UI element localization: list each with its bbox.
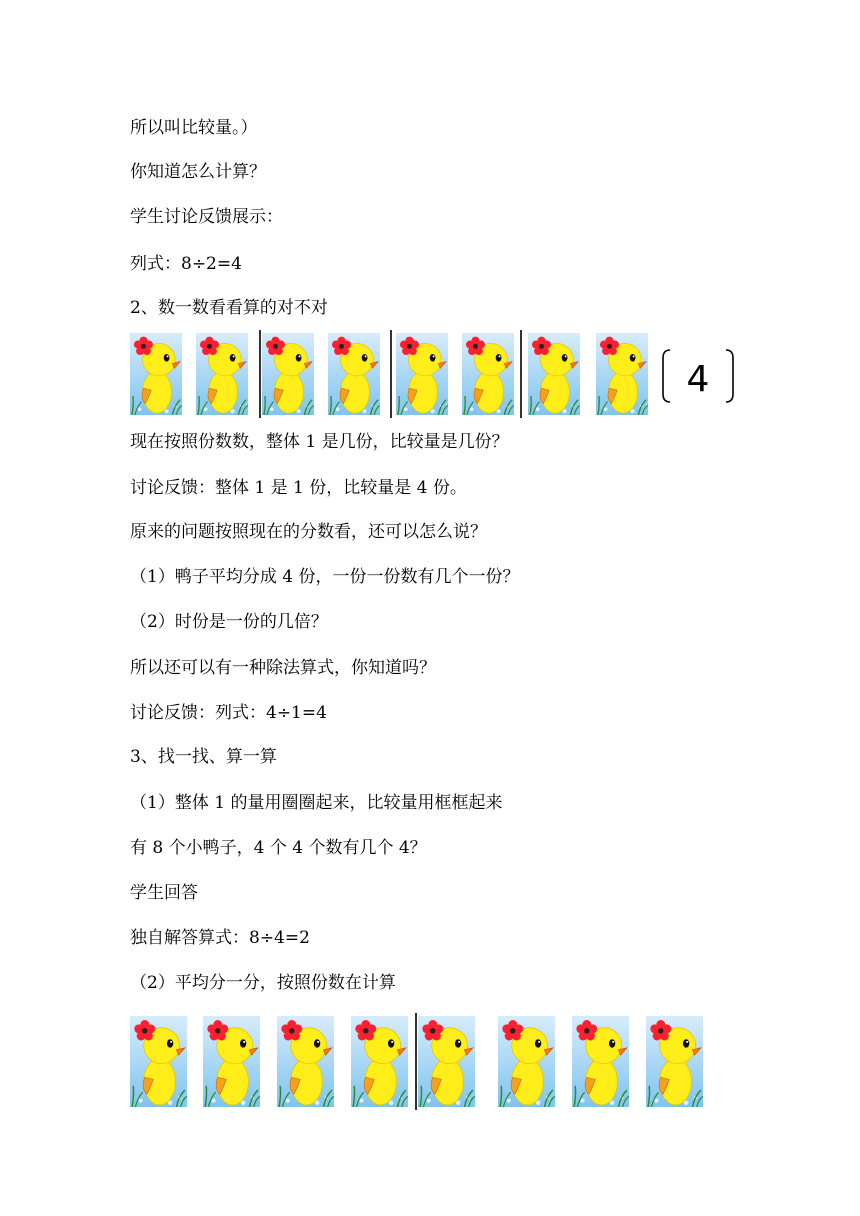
text-line-12: 讨论反馈：列式：4÷1=4 xyxy=(130,703,327,723)
figure2-duck-icon-4 xyxy=(351,1016,408,1107)
text-line-14: （1）整体 1 的量用圈圈起来，比较量用框框起来 xyxy=(130,793,503,813)
text-line-18: （2）平均分一分，按照份数在计算 xyxy=(130,973,396,993)
figure1-group-divider-3 xyxy=(520,330,522,418)
text-line-11: 所以还可以有一种除法算式，你知道吗？ xyxy=(130,658,436,678)
bracket-label: 4 xyxy=(686,359,710,400)
figure2-duck-icon-8 xyxy=(646,1016,703,1107)
figure2-duck-icon-3 xyxy=(277,1016,334,1107)
text-line-1: 所以叫比较量。） xyxy=(130,118,258,138)
figure2-duck-icon-7 xyxy=(572,1016,629,1107)
figure1-duck-icon-8 xyxy=(596,333,648,415)
text-line-5: 2、数一数看看算的对不对 xyxy=(130,298,328,318)
figure1-duck-icon-2 xyxy=(196,333,248,415)
figure1-duck-icon-5 xyxy=(396,333,448,415)
figure1-duck-icon-3 xyxy=(262,333,314,415)
text-line-10: （2）时份是一份的几倍？ xyxy=(130,612,328,632)
text-line-15: 有 8 个小鸭子，4 个 4 个数有几个 4？ xyxy=(130,838,427,858)
text-line-6: 现在按照份数数，整体 1 是几份，比较量是几份？ xyxy=(130,432,509,452)
figure2-duck-icon-6 xyxy=(498,1016,555,1107)
figure1-group-divider-1 xyxy=(259,330,261,418)
text-line-2: 你知道怎么计算？ xyxy=(130,162,266,182)
text-line-8: 原来的问题按照现在的分数看，还可以怎么说？ xyxy=(130,522,487,542)
figure2-duck-icon-2 xyxy=(203,1016,260,1107)
text-line-17: 独自解答算式：8÷4=2 xyxy=(130,928,310,948)
figure1-duck-icon-1 xyxy=(130,333,182,415)
figure2-duck-icon-1 xyxy=(130,1016,187,1107)
text-line-9: （1）鸭子平均分成 4 份，一份一份数有几个一份？ xyxy=(130,567,520,587)
text-line-7: 讨论反馈：整体 1 是 1 份，比较量是 4 份。 xyxy=(130,478,467,498)
figure1-duck-icon-7 xyxy=(528,333,580,415)
text-line-3: 学生讨论反馈展示： xyxy=(130,207,283,227)
figure2-duck-icon-5 xyxy=(418,1016,475,1107)
figure1-duck-icon-6 xyxy=(462,333,514,415)
text-line-13: 3、找一找、算一算 xyxy=(130,747,277,767)
figure2-group-divider-1 xyxy=(415,1013,417,1110)
text-line-16: 学生回答 xyxy=(130,883,198,903)
figure1-duck-icon-4 xyxy=(328,333,380,415)
text-line-4: 列式：8÷2=4 xyxy=(130,254,242,274)
figure1-group-divider-2 xyxy=(390,330,392,418)
